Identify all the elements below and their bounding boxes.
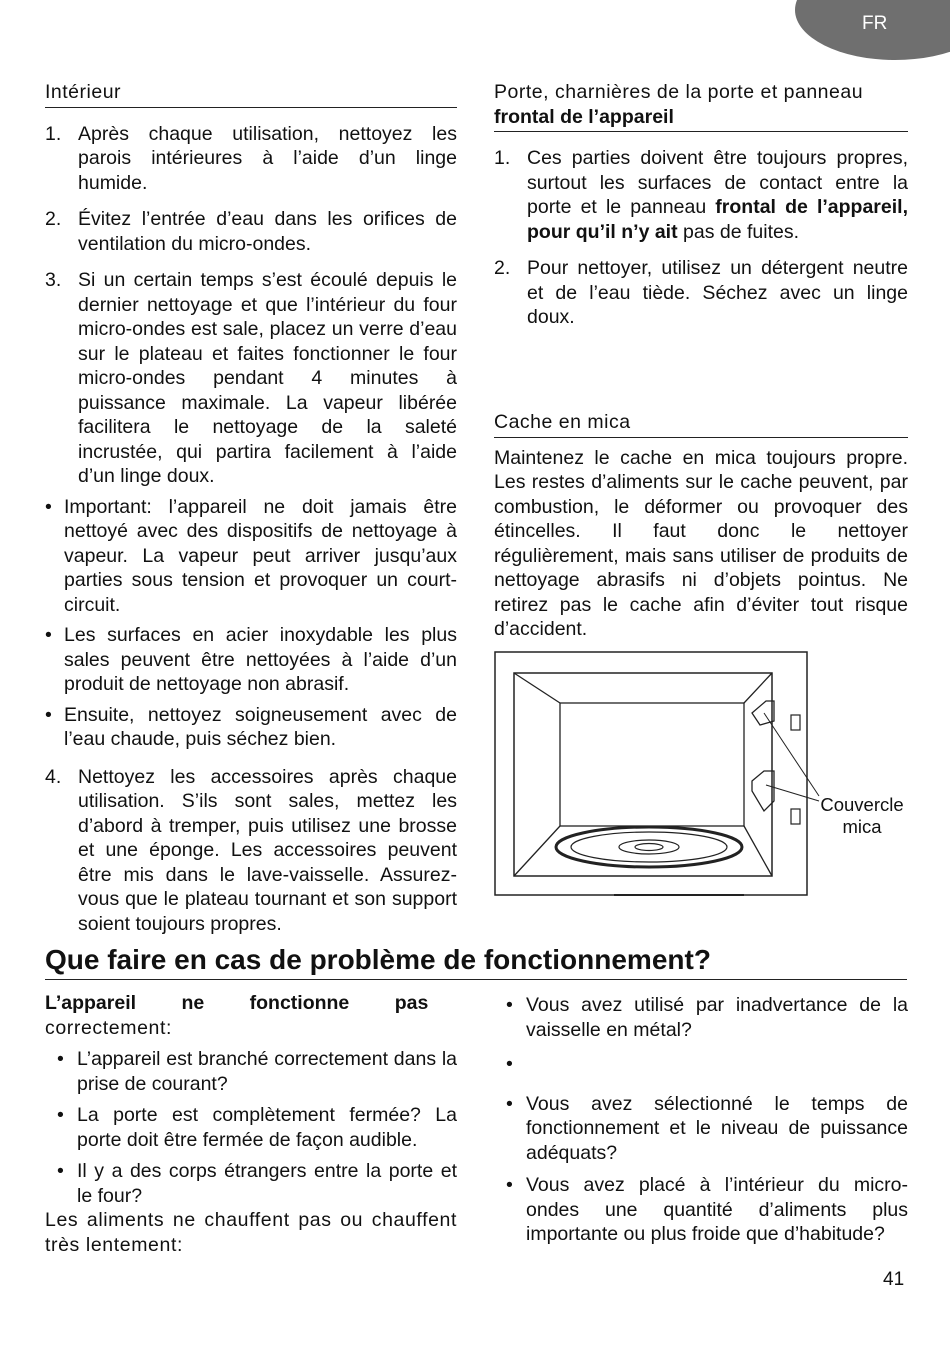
right-bullet-2 — [494, 1052, 908, 1077]
bullet-text: Ensuite, nettoyez soigneusement avec de l’eau chaude, puis séchez bien. — [64, 703, 457, 750]
item-text: Évitez l’entrée d’eau dans les orifices de ventilation du micro-ondes. — [78, 208, 457, 255]
bullet-text: L’appareil est branché correctement dans la prise de courant? — [77, 1048, 457, 1095]
item-number: 1. — [45, 122, 62, 145]
right-bullet-1 — [494, 993, 908, 1042]
interior-bullet-2 — [45, 623, 457, 697]
page-number: 41 — [883, 1269, 905, 1290]
microwave-diagram — [494, 651, 908, 897]
interior-item-1 — [45, 122, 457, 196]
item-text: Ces parties doivent être toujours propres, surtout les surfaces de contact entre la porte et le panneau — [527, 147, 908, 218]
interior-item-3 — [45, 268, 457, 489]
not-working-rest: correctement: — [45, 1016, 173, 1039]
item-text-bold: frontal de l’appareil, pour qu’il n’y ait — [527, 196, 908, 243]
mica-heading: Cache en mica — [494, 410, 908, 438]
troubleshooting-left — [45, 991, 457, 1257]
mica-cover-label-line2: mica — [842, 816, 882, 837]
bullet-text: Il y a des corps étrangers entre la porte et le four? — [77, 1160, 457, 1207]
bullet-icon: • — [57, 1160, 64, 1182]
mica-section — [494, 410, 908, 642]
interior-section — [45, 80, 457, 936]
bullet-text: Important: l’appareil ne doit jamais être nettoyé avec des dispositifs de nettoyage à vapeur. La vapeur peut arriver jusqu’aux parties sous tension et provoquer un court-circuit. — [64, 495, 457, 616]
not-heating-heading: Les aliments ne chauffent pas ou chauffent très lentement: — [45, 1209, 457, 1256]
item-text: Si un certain temps s’est écoulé depuis le dernier nettoyage et que l’intérieur du four micro-ondes est sale, placez un verre d’eau sur le plateau et faites fonctionner le four micro-ondes pendant 4 minutes à puissance maximale. La vapeur libérée facilitera le nettoyage de la saleté incrustée, qui partira facilement à l’aide d’un linge doux. — [78, 269, 457, 487]
bullet-icon: • — [506, 1092, 513, 1115]
item-number: 2. — [45, 208, 62, 230]
door-heading-line1: Porte, charnières de la porte et panneau — [494, 81, 864, 103]
door-item-1 — [494, 146, 908, 244]
not-working-bold: L’appareil ne fonctionne pas — [45, 992, 429, 1014]
item-number: 1. — [494, 147, 511, 169]
bullet-icon: • — [45, 703, 52, 726]
not-working-heading — [45, 991, 457, 1016]
door-section — [494, 80, 908, 330]
interior-item-4 — [45, 765, 457, 937]
bullet-icon: • — [506, 1174, 513, 1196]
bullet-icon: • — [506, 1053, 513, 1075]
bullet-icon: • — [57, 1048, 64, 1070]
left-bullet-1 — [45, 1047, 457, 1096]
bullet-icon: • — [506, 994, 513, 1016]
bullet-text: Vous avez placé à l’intérieur du micro-ondes une quantité d’aliments plus importante ou plus froide que d’habitude? — [526, 1174, 908, 1245]
bullet-icon: • — [57, 1104, 64, 1126]
bullet-text: Vous avez utilisé par inadvertance de la vaisselle en métal? — [526, 994, 908, 1041]
troubleshooting-title: Que faire en cas de problème de fonctionnement? — [45, 942, 907, 980]
left-bullet-3 — [45, 1159, 457, 1208]
item-number: 4. — [45, 765, 62, 788]
bullet-text: Vous avez sélectionné le temps de fonctionnement et le niveau de puissance adéquats? — [526, 1092, 908, 1164]
mica-cover-label — [816, 794, 908, 838]
right-bullet-3 — [494, 1092, 908, 1166]
bullet-icon: • — [45, 624, 52, 646]
left-bullet-2 — [45, 1103, 457, 1152]
troubleshooting-right — [494, 993, 908, 1247]
interior-heading: Intérieur — [45, 80, 457, 108]
bullet-text: Les surfaces en acier inoxydable les plus sales peuvent être nettoyées à l’aide d’un produit de nettoyage non abrasif. — [64, 624, 457, 695]
mica-cover-label-line1: Couvercle — [820, 794, 904, 815]
item-text: Pour nettoyer, utilisez un détergent neutre et de l’eau tiède. Séchez avec un linge doux. — [527, 257, 908, 328]
interior-bullet-1 — [45, 495, 457, 618]
interior-item-2 — [45, 207, 457, 256]
mica-paragraph: Maintenez le cache en mica toujours propre. Les restes d’aliments sur le cache peuvent, par combustion, le déformer ou provoquer des étincelles. Il faut donc le nettoyer régulièrement, mais sans utiliser de produits de nettoyage abrasifs ni d’objets pointus. Ne retirez pas le cache afin d’éviter tout risque d’accident. — [494, 446, 908, 640]
bullet-icon: • — [45, 495, 52, 518]
right-bullet-4 — [494, 1173, 908, 1247]
door-item-2 — [494, 256, 908, 330]
item-text: Nettoyez les accessoires après chaque utilisation. S’ils sont sales, mettez les d’abord à tremper, puis utilisez une brosse et une éponge. Les accessoires peuvent être mis dans le lave-vaisselle. Assurez-vous que le plateau tournant et son support soient toujours propres. — [78, 765, 457, 935]
item-number: 2. — [494, 257, 511, 279]
door-heading-line2: frontal de l’appareil — [494, 105, 674, 128]
item-number: 3. — [45, 269, 62, 291]
item-text-end: pas de fuites. — [677, 220, 800, 243]
door-heading — [494, 80, 908, 132]
language-label: FR — [862, 13, 888, 34]
interior-bullet-3 — [45, 703, 457, 752]
bullet-text: La porte est complètement fermée? La porte doit être fermée de façon audible. — [77, 1104, 457, 1151]
item-text: Après chaque utilisation, nettoyez les parois intérieures à l’aide d’un linge humide. — [78, 122, 457, 194]
